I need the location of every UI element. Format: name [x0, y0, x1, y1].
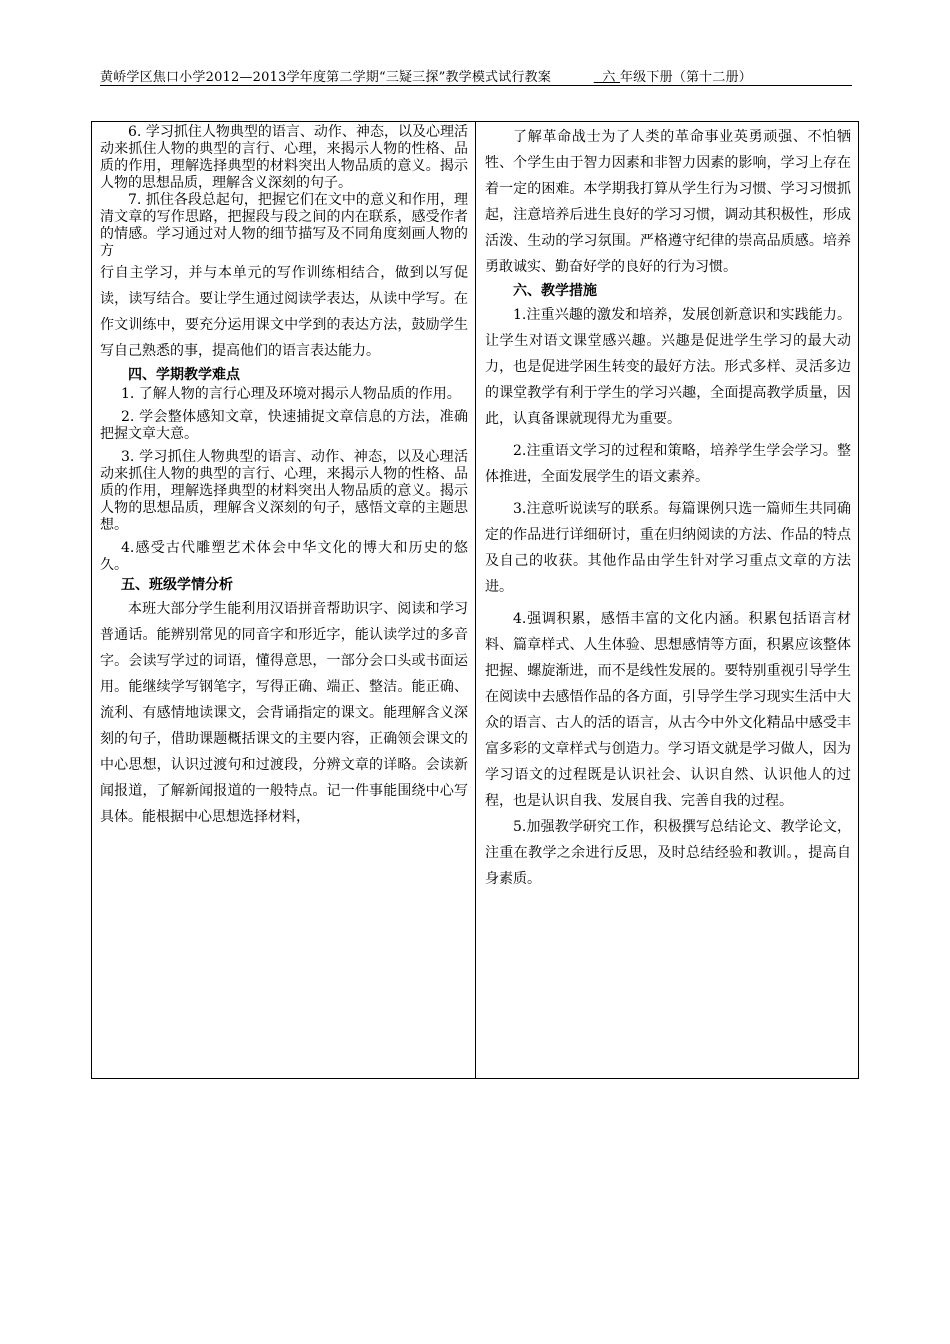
difficulty-1: 1. 了解人物的言行心理及环境对揭示人物品质的作用。: [121, 386, 461, 402]
difficulty-3: 3. 学习抓住人物典型的语言、动作、神态，以及心理活动来抓住人物的典型的言行、心理，来揭示人物的性格、品质的作用，理解选择典型的材料突出人物品质的意义。揭示人物的思想品质，理解含义深刻的句子，感悟文章的主题思想。: [100, 449, 468, 533]
objective-7-continued: 行自主学习，并与本单元的写作训练相结合，做到以写促读，读写结合。要让学生通过阅读学表达，从读中学写。在作文训练中，要充分运用课文中学到的表达方法，鼓励学生写自己熟悉的事，提高他们的语言表达能力。: [100, 265, 468, 359]
page-header: [100, 66, 852, 85]
measure-1: 1.注重兴趣的激发和培养，发展创新意识和实践能力。让学生对语文课堂感兴趣。兴趣是促进学生学习的最大动力，也是促进学困生转变的最好方法。形式多样、灵活多边的课堂教学有利于学生的学习兴趣，全面提高教学质量，因此，认真备课就现得尤为重要。: [485, 307, 851, 427]
measure-2: 2.注重语文学习的过程和策略，培养学生学会学习。整体推进，全面发展学生的语文素养。: [485, 443, 851, 485]
measure-3: 3.注意听说读写的联系。每篇课例只选一篇师生共同确定的作品进行详细研讨，重在归纳阅读的方法、作品的特点及自己的收获。其他作品由学生针对学习重点文章的方法进。: [485, 501, 851, 595]
header-title: 黄峤学区焦口小学2012—2013学年度第二学期“三疑三探”教学模式试行教案: [100, 70, 552, 85]
header-rule: [100, 85, 852, 86]
class-analysis: 本班大部分学生能利用汉语拼音帮助识字、阅读和学习普通话。能辨别常见的同音字和形近字，能认读学过的多音字。会读写学过的词语，懂得意思，一部分会口头或书面运用。能继续学写钢笔字，写得正确、端正、整洁。能正确、流利、有感情地读课文，会背诵指定的课文。能理解含义深刻的句子，借助课题概括课文的主要内容，正确领会课文的中心思想，认识过渡句和过渡段，分辨文章的详略。会读新闻报道，了解新闻报道的一般特点。记一件事能围绕中心写具体。能根据中心思想选择材料，: [100, 601, 468, 825]
left-column: [100, 124, 468, 830]
section-heading-difficulties: 四、学期教学难点: [128, 367, 240, 383]
objective-7: 7. 抓住各段总起句，把握它们在文中的意义和作用，理清文章的写作思路，把握段与段之间的内在联系，感受作者的情感。学习通过对人物的细节描写及不同角度刻画人物的方: [100, 192, 468, 259]
objective-6: 6. 学习抓住人物典型的语言、动作、神态，以及心理活动来抓住人物的典型的言行、心理，来揭示人物的性格、品质的作用，理解选择典型的材料突出人物品质的意义。揭示人物的思想品质，理解含义深刻的句子。: [100, 124, 468, 191]
column-divider: [475, 121, 476, 1079]
header-grade: 六: [602, 70, 616, 85]
header-suffix: 年级下册（第十二册）: [619, 70, 752, 85]
difficulty-2: 2. 学会整体感知文章，快速捕捉文章信息的方法，准确把握文章大意。: [100, 409, 468, 442]
analysis-continued: 了解革命战士为了人类的革命事业英勇顽强、不怕牺牲、个学生由于智力因素和非智力因素的影响，学习上存在着一定的困难。本学期我打算从学生行为习惯、学习习惯抓起，注意培养后进生良好的学习习惯，调动其积极性，形成活泼、生动的学习氛围。严格遵守纪律的崇高品质感。培养勇敢诚实、勤奋好学的良好的行为习惯。: [485, 129, 851, 275]
measure-5: 5.加强教学研究工作，积极撰写总结论文、教学论文，注重在教学之余进行反思，及时总结经验和教训。，提高自身素质。: [485, 819, 851, 887]
right-column: [485, 124, 851, 892]
measure-4: 4.强调积累，感悟丰富的文化内涵。积累包括语言材料、篇章样式、人生体验、思想感情等方面，积累应该整体把握、螺旋渐进，而不是线性发展的。要特别重视引导学生在阅读中去感悟作品的各方面，引导学生学习现实生活中大众的语言、古人的活的语言，从古今中外文化精品中感受丰富多彩的文章样式与创造力。学习语文就是学习做人，因为学习语文的过程既是认识社会、认识自然、认识他人的过程，也是认识自我、发展自我、完善自我的过程。: [485, 611, 851, 809]
section-heading-analysis: 五、班级学情分析: [121, 577, 233, 593]
section-heading-measures: 六、教学措施: [513, 283, 597, 299]
difficulty-4: 4.感受古代雕塑艺术体会中华文化的博大和历史的悠久。: [100, 540, 468, 573]
